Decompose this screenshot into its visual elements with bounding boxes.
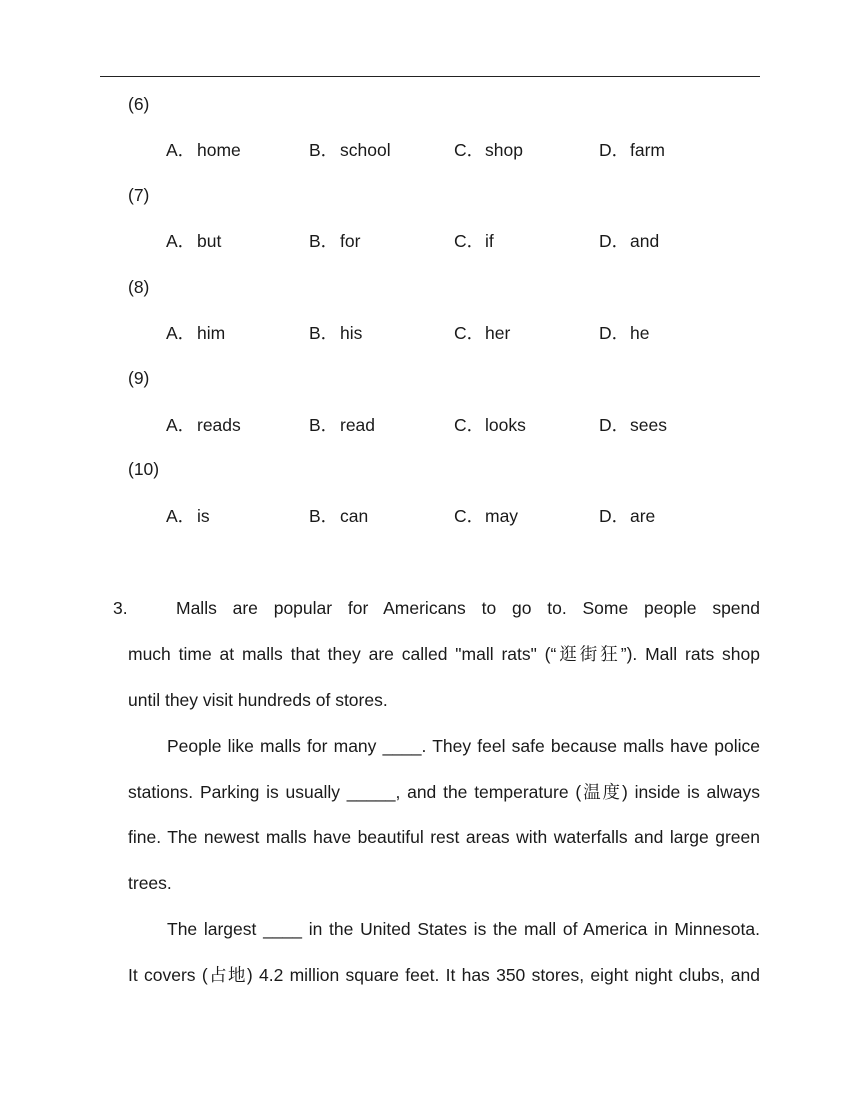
option-b[interactable] [309, 504, 368, 528]
option-a[interactable] [166, 413, 241, 437]
option-b[interactable] [309, 321, 362, 345]
option-c[interactable] [454, 138, 523, 162]
option-text: reads [197, 415, 241, 435]
option-d[interactable] [599, 229, 659, 253]
header-rule [100, 76, 760, 77]
option-c[interactable] [454, 504, 518, 528]
option-text: farm [630, 140, 665, 160]
passage-line: fine. The newest malls have beautiful rest areas with waterfalls and large green [128, 827, 760, 847]
option-text: can [340, 506, 369, 526]
option-letter: B． [309, 140, 339, 160]
options-row [0, 413, 860, 437]
option-a[interactable] [166, 504, 210, 528]
option-text: read [340, 415, 376, 435]
option-letter: D． [599, 506, 630, 526]
question-number: (7) [128, 185, 150, 205]
option-letter: D． [599, 323, 630, 343]
option-text: if [485, 231, 494, 251]
option-text: may [485, 506, 519, 526]
option-letter: B． [309, 323, 339, 343]
passage-line: until they visit hundreds of stores. [128, 690, 388, 710]
option-letter: A． [166, 231, 196, 251]
options-row [0, 321, 860, 345]
option-text: for [340, 231, 361, 251]
options-row [0, 138, 860, 162]
option-letter: D． [599, 140, 630, 160]
question-number: (6) [128, 94, 150, 114]
option-letter: C． [454, 231, 485, 251]
option-d[interactable] [599, 504, 655, 528]
option-letter: D． [599, 415, 630, 435]
option-c[interactable] [454, 413, 526, 437]
option-letter: C． [454, 415, 485, 435]
passage-number: 3. [113, 598, 128, 618]
passage-line: trees. [128, 873, 172, 893]
options-row [0, 229, 860, 253]
option-text: but [197, 231, 222, 251]
option-a[interactable] [166, 229, 221, 253]
option-letter: C． [454, 323, 485, 343]
passage-line: Malls are popular for Americans to go to. Some people spend [176, 598, 760, 618]
option-text: and [630, 231, 660, 251]
option-text: his [340, 323, 363, 343]
option-text: is [197, 506, 210, 526]
option-letter: C． [454, 140, 485, 160]
option-c[interactable] [454, 321, 510, 345]
passage-line: much time at malls that they are called "mall rats" (“逛街狂”). Mall rats shop [128, 644, 760, 664]
option-b[interactable] [309, 138, 391, 162]
option-text: home [197, 140, 241, 160]
option-letter: B． [309, 506, 339, 526]
option-text: shop [485, 140, 523, 160]
option-letter: B． [309, 415, 339, 435]
option-text: her [485, 323, 511, 343]
option-a[interactable] [166, 321, 225, 345]
option-text: school [340, 140, 391, 160]
option-letter: A． [166, 140, 196, 160]
question-number: (8) [128, 277, 150, 297]
option-text: he [630, 323, 650, 343]
option-text: are [630, 506, 656, 526]
option-d[interactable] [599, 321, 649, 345]
options-row [0, 504, 860, 528]
option-letter: B． [309, 231, 339, 251]
option-text: sees [630, 415, 667, 435]
passage-line: It covers (占地) 4.2 million square feet. It has 350 stores, eight night clubs, and [128, 965, 760, 985]
option-text: looks [485, 415, 526, 435]
option-letter: A． [166, 506, 196, 526]
option-letter: A． [166, 415, 196, 435]
option-c[interactable] [454, 229, 494, 253]
passage-line: People like malls for many ____. They feel safe because malls have police [167, 736, 760, 756]
passage-line: stations. Parking is usually _____, and the temperature (温度) inside is always [128, 782, 760, 802]
option-b[interactable] [309, 229, 360, 253]
option-letter: C． [454, 506, 485, 526]
option-letter: D． [599, 231, 630, 251]
option-d[interactable] [599, 138, 665, 162]
question-number: (9) [128, 368, 150, 388]
option-b[interactable] [309, 413, 375, 437]
passage-line: The largest ____ in the United States is the mall of America in Minnesota. [167, 919, 760, 939]
option-letter: A． [166, 323, 196, 343]
question-number: (10) [128, 459, 160, 479]
option-text: him [197, 323, 226, 343]
option-d[interactable] [599, 413, 667, 437]
option-a[interactable] [166, 138, 241, 162]
